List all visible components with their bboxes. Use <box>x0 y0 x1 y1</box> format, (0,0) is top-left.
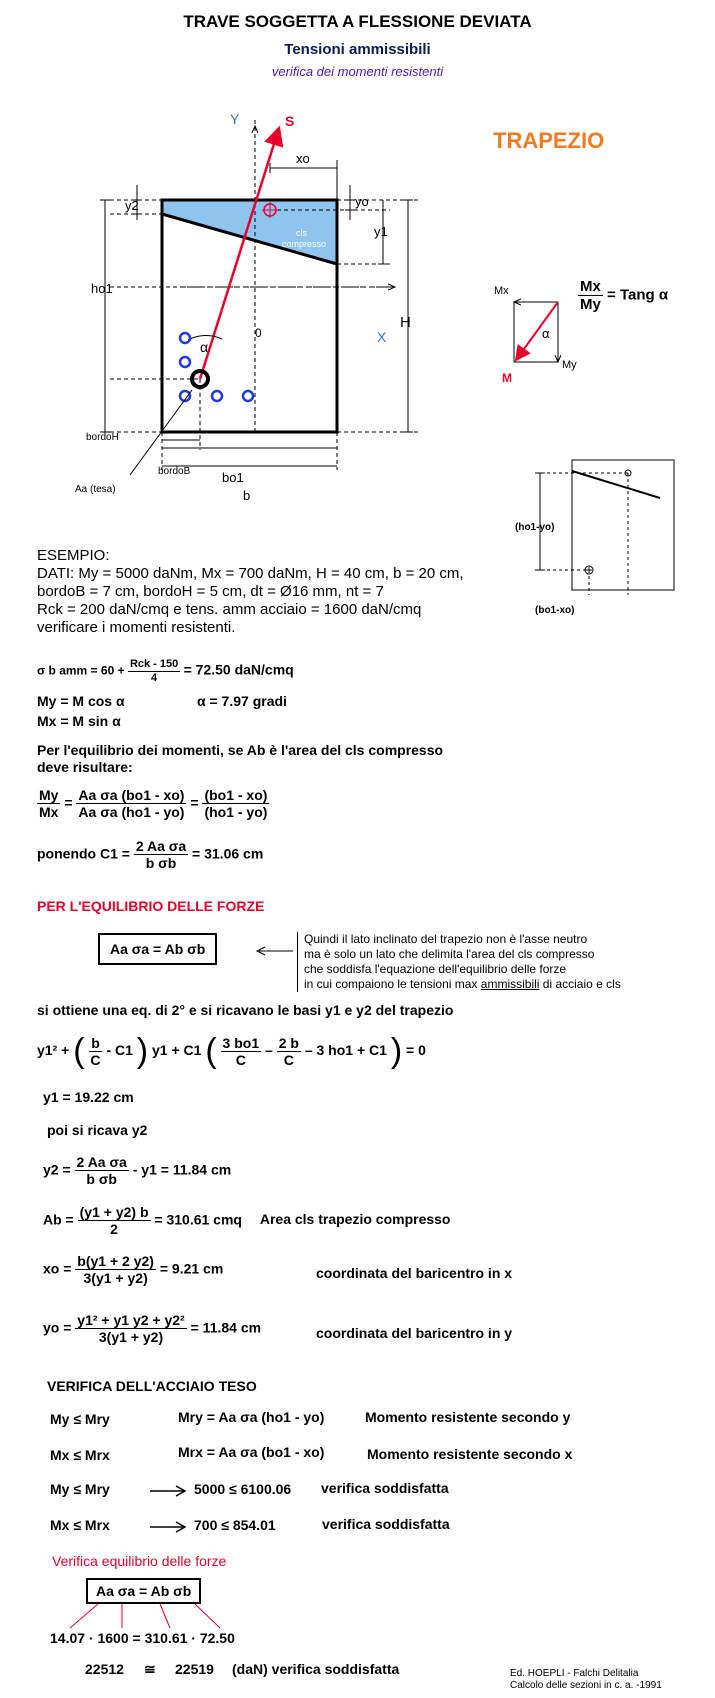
final-heading: Verifica equilibrio delle forze <box>52 1553 227 1569</box>
alpha-vector-label: α <box>542 326 550 341</box>
example-line-4: verificare i momenti resistenti. <box>37 619 236 636</box>
force-balance-box: Aa σa = Ab σb <box>98 933 217 965</box>
verify-row-4-b: 700 ≤ 854.01 <box>194 1517 276 1533</box>
arrow-right-icon <box>148 1484 188 1498</box>
xo-label: xo <box>296 151 310 166</box>
y1-result: y1 = 19.22 cm <box>43 1089 134 1105</box>
mx-vector-label: Mx <box>494 285 509 297</box>
forces-heading: PER L'EQUILIBRIO DELLE FORZE <box>37 898 265 914</box>
final-result-c: 22519 <box>175 1661 214 1677</box>
compresso-label: compresso <box>282 239 327 249</box>
page-title: TRAVE SOGGETTA A FLESSIONE DEVIATA <box>183 12 532 31</box>
arrow-right-icon <box>148 1520 188 1534</box>
equilibrium-intro: Per l'equilibrio dei momenti, se Ab è l'area del cls compresso deve risultare: <box>37 742 444 775</box>
bordoH-label: bordoH <box>86 432 119 443</box>
quadratic-intro: si ottiene una eq. di 2° e si ricavano le basi y1 e y2 del trapezio <box>37 1002 454 1018</box>
alpha-label: α <box>200 339 209 355</box>
force-s-arrow <box>200 128 279 379</box>
final-result-b: ≅ <box>144 1661 156 1677</box>
yo-label: yo <box>355 194 369 209</box>
verify-row-3-c: verifica soddisfatta <box>321 1480 449 1496</box>
sigma-b-formula: σ b amm = 60 + $\frac{\text{Rck - 150}}{4}$ = 72.50 daN/cmq <box>37 658 294 684</box>
arrow-left-icon <box>255 944 295 958</box>
shape-label: TRAPEZIO <box>493 128 605 153</box>
ho1-yo-label: (ho1-yo) <box>515 522 555 533</box>
example-line-1: DATI: My = 5000 daNm, Mx = 700 daNm, H = 40 cm, b = 20 cm, <box>37 565 464 582</box>
page-subtitle: Tensioni ammissibili <box>284 41 431 58</box>
c1-formula: ponendo C1 = $\frac{\text{2 Aa σa}}{\text{b σb}}$ = 31.06 cm <box>37 838 264 872</box>
final-numbers: 14.07 · 1600 = 310.61 · 72.50 <box>50 1630 235 1646</box>
credit-block: Ed. HOEPLI - Falchi Delitalia Calcolo delle sezioni in c. a. -1991 <box>510 1668 662 1691</box>
verify-row-2-a: Mx ≤ Mrx <box>50 1447 110 1463</box>
bordoB-label: bordoB <box>158 466 191 477</box>
xo-formula: xo = $\frac{b(y1 + 2 y2)}{3(y1 + y2)}$ = 9.21 cm <box>43 1253 224 1287</box>
ab-formula: Ab = $\frac{(y1 + y2) b}{2}$ = 310.61 cmq Area cls trapezio compresso <box>43 1204 451 1238</box>
y2-label: y2 <box>125 198 139 213</box>
y1-label: y1 <box>374 224 388 239</box>
example-block <box>37 547 464 637</box>
mx-eq: Mx = M sin α <box>37 713 121 729</box>
quadratic-equation: y1² + ( $\frac{b}{C}$ - C1 ) y1 + C1 ( $\frac{3 bo1}{C}$ – $\frac{2 b}{C}$ – 3 ho1 + C1 ) = 0 <box>37 1032 426 1070</box>
yo-description: coordinata del baricentro in y <box>316 1325 513 1341</box>
final-balance-box: Aa σa = Ab σb <box>86 1578 201 1604</box>
verify-row-2-c: Momento resistente secondo x <box>367 1446 573 1462</box>
final-result-d: (daN) verifica soddisfatta <box>232 1661 400 1677</box>
origin-label: 0 <box>255 326 262 340</box>
y2-intro: poi si ricava y2 <box>47 1122 148 1138</box>
aa-tesa-label: Aa (tesa) <box>75 484 116 495</box>
verify-row-1-a: My ≤ Mry <box>50 1411 110 1427</box>
ho1-label: ho1 <box>91 281 113 296</box>
bo1-xo-label: (bo1-xo) <box>535 605 575 616</box>
x-axis-label: X <box>377 329 387 345</box>
s-label: S <box>285 113 295 129</box>
verify-heading: VERIFICA DELL'ACCIAIO TESO <box>47 1378 257 1394</box>
bo1-label: bo1 <box>222 470 244 485</box>
page-subtitle-2: verifica dei momenti resistenti <box>271 64 444 79</box>
y2-formula: y2 = $\frac{\text{2 Aa σa}}{\text{b σb}}$ - y1 = 11.84 cm <box>43 1154 232 1188</box>
compressed-zone <box>162 200 337 264</box>
verify-row-1-b: Mry = Aa σa (ho1 - yo) <box>178 1409 325 1425</box>
my-eq: My = M cos α <box>37 693 125 709</box>
b-label: b <box>243 488 251 503</box>
cls-label: cls <box>296 228 307 238</box>
verify-row-4-a: Mx ≤ Mrx <box>50 1517 110 1533</box>
tang-formula: $\frac{Mx}{My}$ = Tang α <box>580 278 669 314</box>
example-heading: ESEMPIO: <box>37 547 110 564</box>
ratio-equation: $\frac{My}{Mx}$ = $\frac{\text{Aa σa (bo1 - xo)}}{\text{Aa σa (ho1 - yo)}}$ = $\frac{(bo1 - xo)}{(ho1 - yo)}$ <box>39 787 268 821</box>
h-label: H <box>400 314 411 331</box>
verify-row-2-b: Mrx = Aa σa (bo1 - xo) <box>178 1444 325 1460</box>
alpha-eq: α = 7.97 gradi <box>197 693 287 709</box>
y-axis-label: Y <box>230 111 240 127</box>
example-line-2: bordoB = 7 cm, bordoH = 5 cm, dt = Ø16 mm, nt = 7 <box>37 583 384 600</box>
m-vector-label: M <box>502 371 512 385</box>
my-vector-label: My <box>562 359 577 371</box>
final-connectors <box>60 1602 260 1632</box>
example-line-3: Rck = 200 daN/cmq e tens. amm acciaio = 1600 daN/cmq <box>37 601 422 618</box>
verify-row-3-a: My ≤ Mry <box>50 1481 110 1497</box>
xo-description: coordinata del baricentro in x <box>316 1265 513 1281</box>
verify-row-1-c: Momento resistente secondo y <box>365 1409 571 1425</box>
final-result-a: 22512 <box>85 1661 124 1677</box>
verify-row-4-c: verifica soddisfatta <box>322 1516 450 1532</box>
yo-formula: yo = $\frac{\text{y1² + y1 y2 + y2²}}{3(y1 + y2)}$ = 11.84 cm <box>43 1312 262 1346</box>
verify-row-3-b: 5000 ≤ 6100.06 <box>194 1481 292 1497</box>
note-block: Quindi il lato inclinato del trapezio non è l'asse neutro ma è solo un lato che delimita l'area del cls compresso che soddisfa l'equazione dell'equilibrio delle forze in cui compaiono le tensioni max ammissibili di acciaio e cls <box>297 932 621 992</box>
